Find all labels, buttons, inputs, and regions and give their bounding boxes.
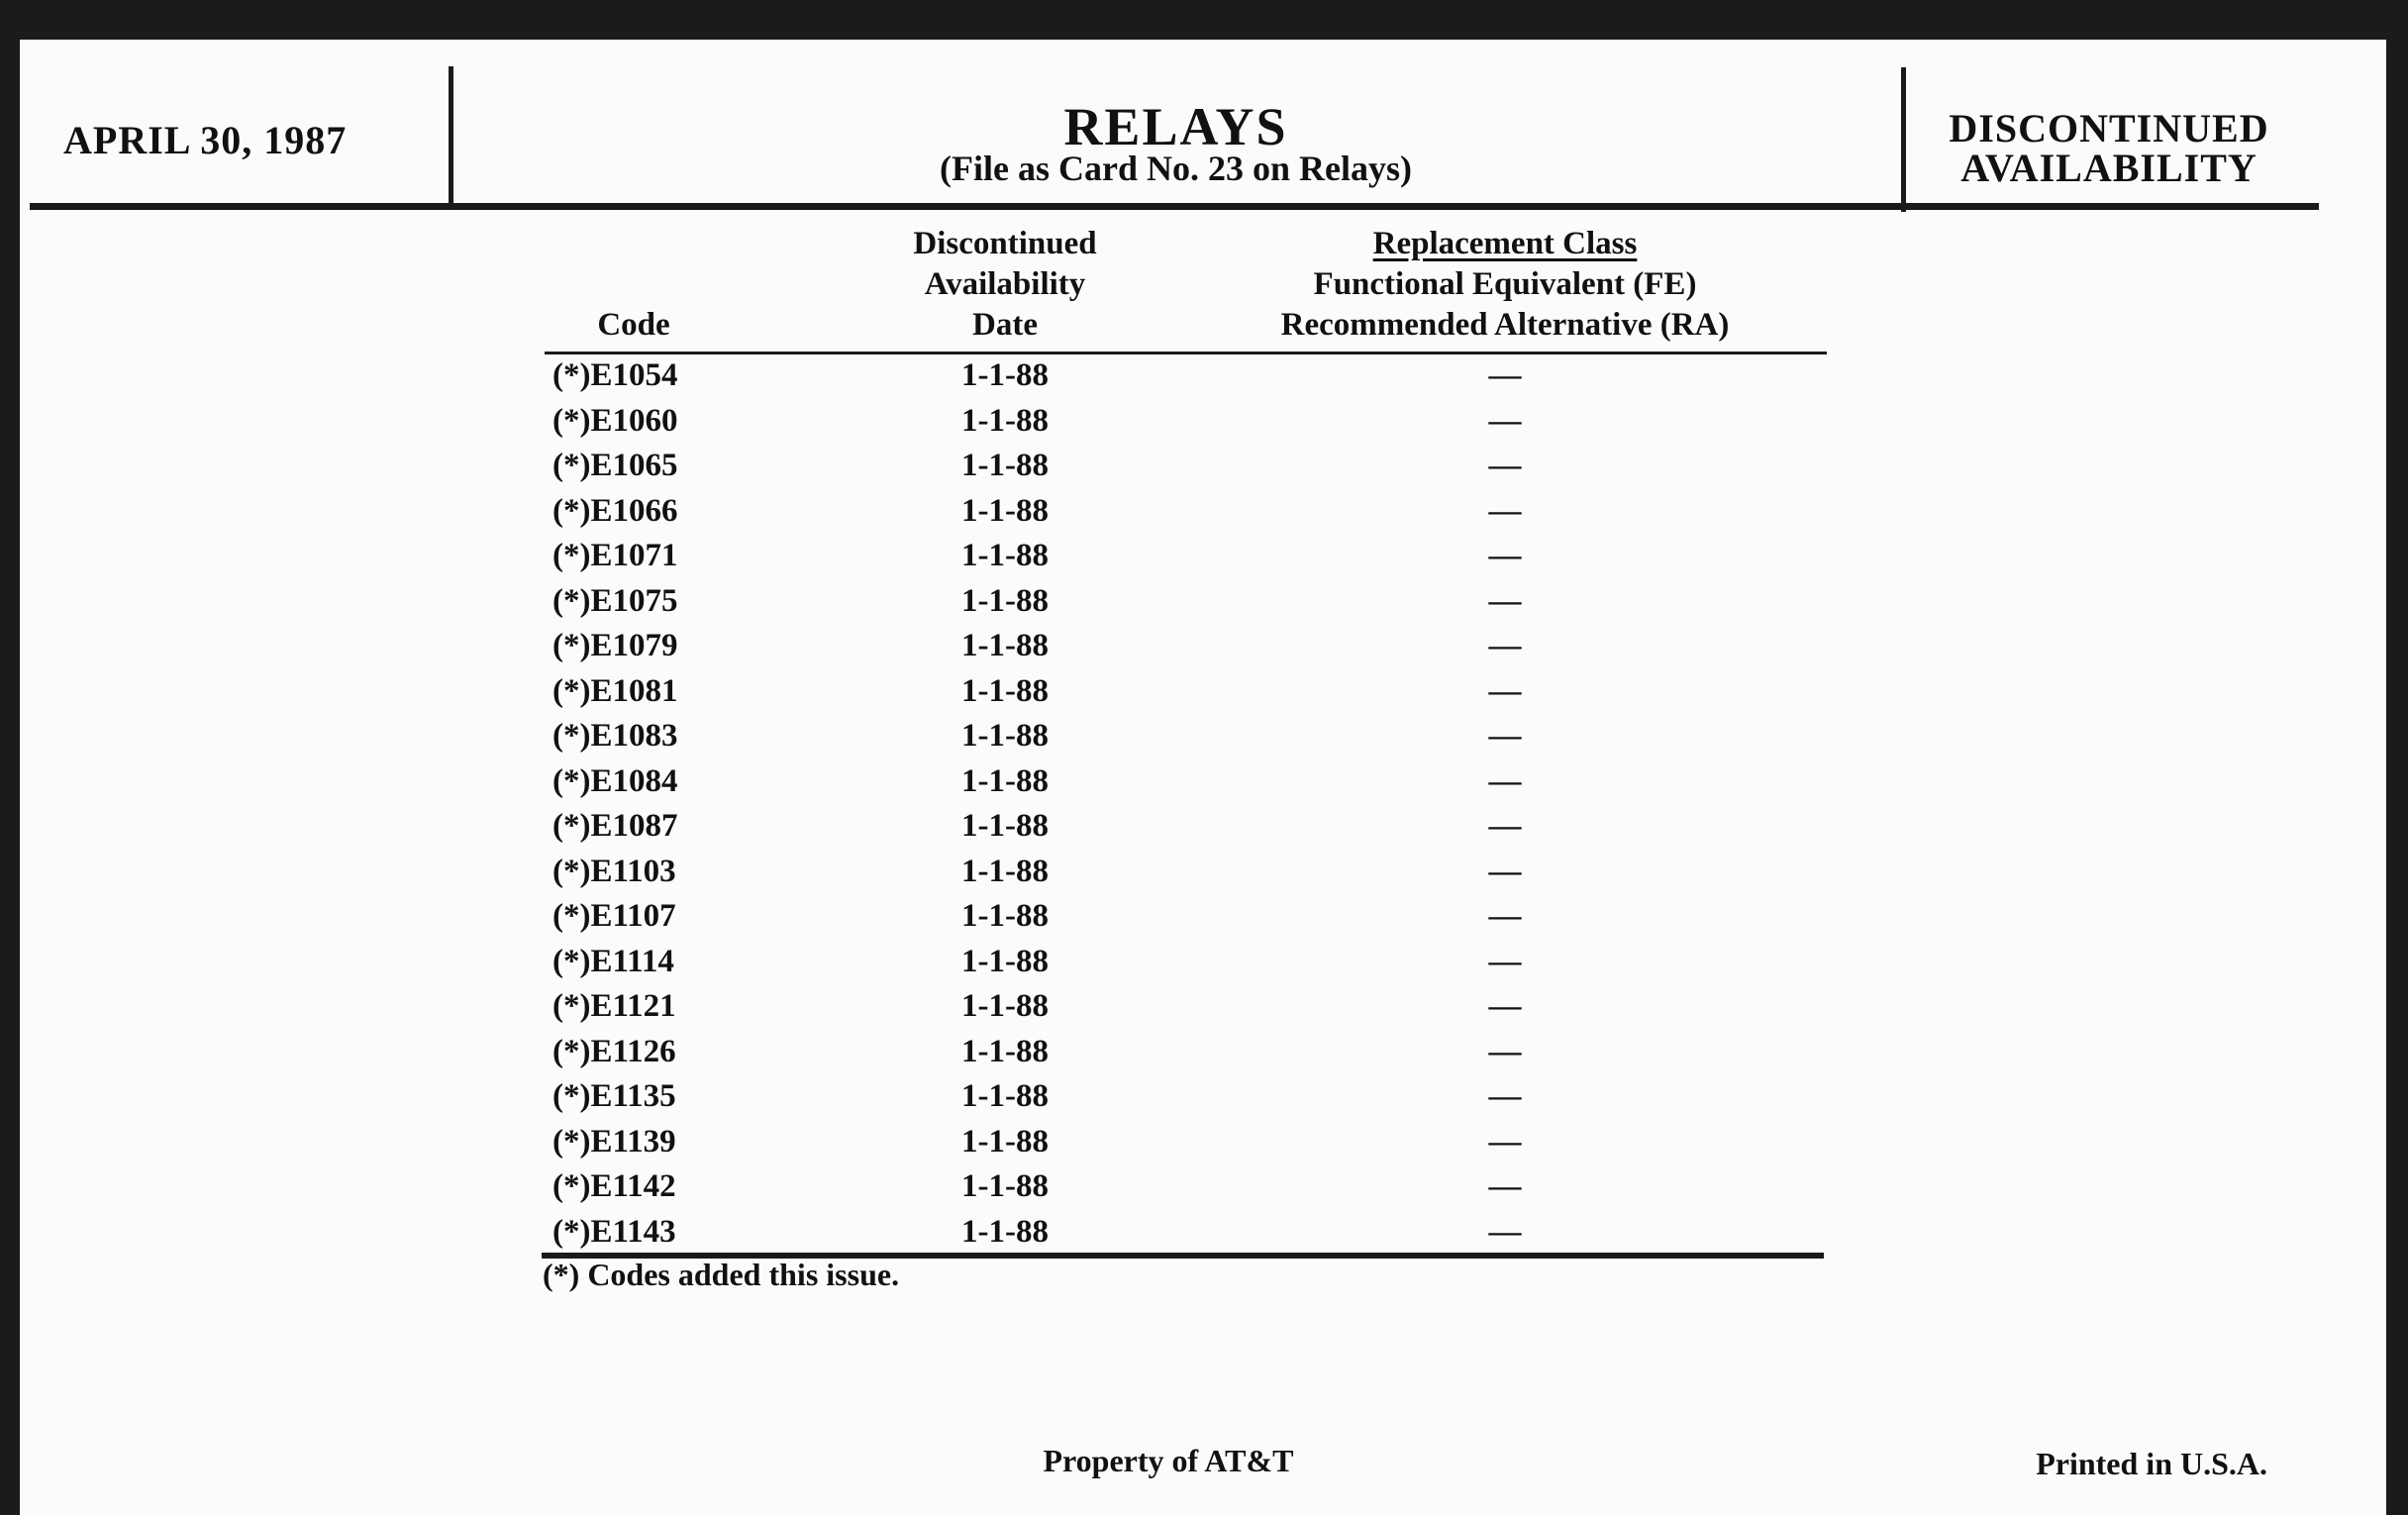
cell-date: 1-1-88 bbox=[961, 808, 1049, 844]
table-row bbox=[0, 354, 2376, 399]
cell-date: 1-1-88 bbox=[961, 402, 1049, 439]
cell-date: 1-1-88 bbox=[961, 1033, 1049, 1069]
cell-date: 1-1-88 bbox=[961, 448, 1049, 483]
cell-date: 1-1-88 bbox=[961, 538, 1049, 573]
column-header-date-line-3: Date bbox=[972, 307, 1038, 343]
column-header-replacement-line-3: Recommended Alternative (RA) bbox=[1280, 307, 1730, 343]
column-header-replacement bbox=[1248, 224, 1762, 346]
column-header-date-line-1: Discontinued bbox=[913, 226, 1097, 261]
issue-date: APRIL 30, 1987 bbox=[63, 118, 348, 162]
cell-date: 1-1-88 bbox=[961, 853, 1049, 889]
cell-replacement: — bbox=[1488, 1168, 1522, 1204]
column-header-date bbox=[871, 224, 1139, 346]
column-header-replacement-line-1: Replacement Class bbox=[1372, 226, 1638, 261]
header-divider-left bbox=[449, 66, 453, 208]
cell-replacement: — bbox=[1488, 448, 1522, 483]
document-subtitle: (File as Card No. 23 on Relays) bbox=[940, 149, 1412, 188]
cell-replacement: — bbox=[1488, 1123, 1522, 1160]
table-row bbox=[0, 1074, 2376, 1120]
cell-replacement: — bbox=[1488, 1213, 1522, 1250]
table-row bbox=[0, 714, 2376, 759]
cell-date: 1-1-88 bbox=[961, 1168, 1049, 1204]
table-row bbox=[0, 489, 2376, 535]
table-row bbox=[0, 1210, 2376, 1256]
table-row bbox=[0, 850, 2376, 895]
table-row bbox=[0, 624, 2376, 669]
cell-date: 1-1-88 bbox=[961, 898, 1049, 934]
table-row bbox=[0, 669, 2376, 715]
cell-date: 1-1-88 bbox=[961, 762, 1049, 799]
cell-code: (*)E1083 bbox=[552, 718, 678, 754]
cell-date: 1-1-88 bbox=[961, 672, 1049, 709]
cell-replacement: — bbox=[1488, 492, 1522, 529]
cell-code: (*)E1142 bbox=[552, 1168, 676, 1204]
cell-date: 1-1-88 bbox=[961, 492, 1049, 529]
cell-code: (*)E1103 bbox=[552, 853, 676, 889]
cell-date: 1-1-88 bbox=[961, 628, 1049, 663]
cell-replacement: — bbox=[1488, 538, 1522, 573]
cell-replacement: — bbox=[1488, 628, 1522, 663]
cell-code: (*)E1075 bbox=[552, 582, 678, 619]
cell-code: (*)E1126 bbox=[552, 1033, 676, 1069]
cell-code: (*)E1071 bbox=[552, 538, 678, 573]
cell-code: (*)E1114 bbox=[552, 943, 674, 979]
cell-date: 1-1-88 bbox=[961, 1078, 1049, 1114]
table-row bbox=[0, 894, 2376, 940]
table-row bbox=[0, 399, 2376, 445]
header-divider-right bbox=[1901, 67, 1906, 212]
cell-replacement: — bbox=[1488, 853, 1522, 889]
table-row bbox=[0, 579, 2376, 625]
cell-date: 1-1-88 bbox=[961, 1123, 1049, 1160]
header-rule bbox=[30, 203, 2319, 210]
cell-replacement: — bbox=[1488, 808, 1522, 844]
cell-code: (*)E1084 bbox=[552, 762, 678, 799]
cell-replacement: — bbox=[1488, 988, 1522, 1024]
cell-code: (*)E1135 bbox=[552, 1078, 676, 1114]
table-row bbox=[0, 804, 2376, 850]
table-row bbox=[0, 984, 2376, 1030]
footnote: (*) Codes added this issue. bbox=[543, 1257, 900, 1292]
cell-code: (*)E1081 bbox=[552, 672, 678, 709]
cell-date: 1-1-88 bbox=[961, 943, 1049, 979]
table-row bbox=[0, 1030, 2376, 1075]
cell-code: (*)E1107 bbox=[552, 898, 676, 934]
cell-replacement: — bbox=[1488, 943, 1522, 979]
column-header-replacement-line-2: Functional Equivalent (FE) bbox=[1313, 266, 1697, 302]
table-row bbox=[0, 1120, 2376, 1165]
table-row bbox=[0, 1164, 2376, 1210]
cell-code: (*)E1143 bbox=[552, 1213, 676, 1250]
table-row bbox=[0, 444, 2376, 489]
cell-code: (*)E1079 bbox=[552, 628, 678, 663]
cell-date: 1-1-88 bbox=[961, 988, 1049, 1024]
cell-code: (*)E1121 bbox=[552, 988, 676, 1024]
column-header-code: Code bbox=[597, 307, 670, 343]
cell-replacement: — bbox=[1488, 672, 1522, 709]
cell-replacement: — bbox=[1488, 582, 1522, 619]
cell-date: 1-1-88 bbox=[961, 718, 1049, 754]
cell-date: 1-1-88 bbox=[961, 1213, 1049, 1250]
status-line-2: AVAILABILITY bbox=[1960, 146, 2258, 190]
column-header-date-line-2: Availability bbox=[924, 266, 1086, 302]
table-body bbox=[0, 354, 2376, 1255]
document-title: RELAYS bbox=[1063, 97, 1288, 156]
cell-replacement: — bbox=[1488, 718, 1522, 754]
table-row bbox=[0, 940, 2376, 985]
cell-code: (*)E1139 bbox=[552, 1123, 676, 1160]
cell-code: (*)E1065 bbox=[552, 448, 678, 483]
table-row bbox=[0, 534, 2376, 579]
status-line-1: DISCONTINUED bbox=[1949, 106, 2269, 151]
cell-code: (*)E1060 bbox=[552, 402, 678, 439]
scan-edge bbox=[2386, 40, 2408, 1515]
status-heading bbox=[1911, 106, 2307, 190]
cell-date: 1-1-88 bbox=[961, 582, 1049, 619]
cell-replacement: — bbox=[1488, 357, 1522, 393]
cell-code: (*)E1087 bbox=[552, 808, 678, 844]
cell-code: (*)E1054 bbox=[552, 357, 678, 393]
cell-date: 1-1-88 bbox=[961, 357, 1049, 393]
cell-replacement: — bbox=[1488, 1033, 1522, 1069]
cell-replacement: — bbox=[1488, 898, 1522, 934]
cell-replacement: — bbox=[1488, 1078, 1522, 1114]
cell-replacement: — bbox=[1488, 402, 1522, 439]
table-row bbox=[0, 759, 2376, 805]
cell-replacement: — bbox=[1488, 762, 1522, 799]
footer-owner: Property of AT&T bbox=[1043, 1443, 1294, 1478]
footer-printed: Printed in U.S.A. bbox=[2036, 1446, 2267, 1481]
cell-code: (*)E1066 bbox=[552, 492, 678, 529]
